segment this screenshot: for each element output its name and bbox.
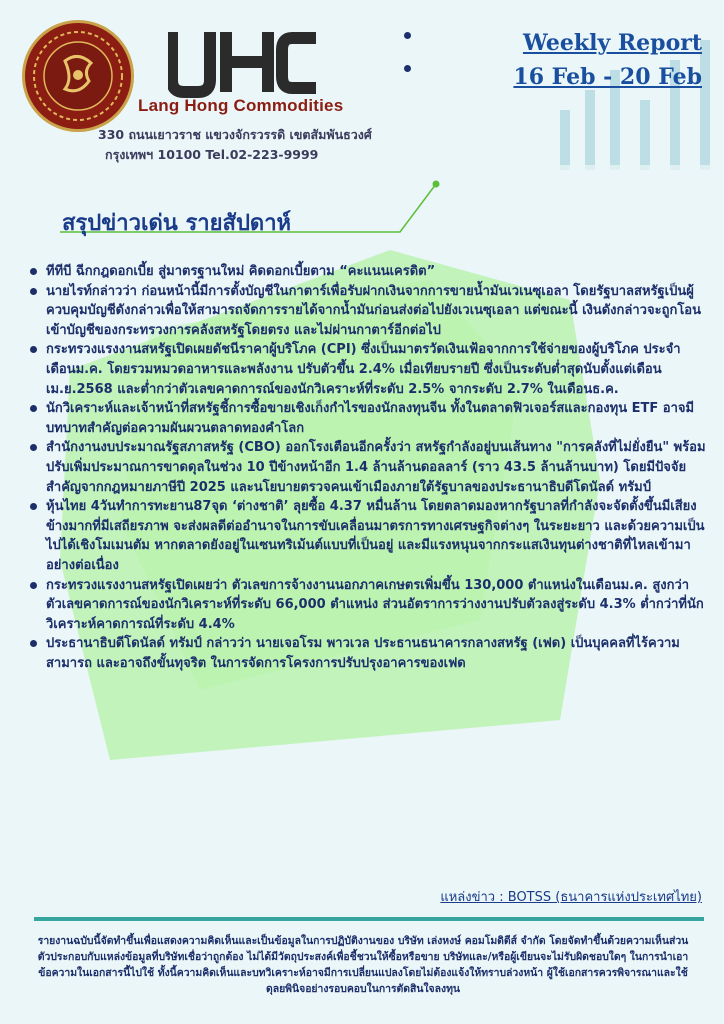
news-text: ประธานาธิบดีโดนัลด์ ทรัมป์ กล่าวว่า นายเจอโรม พาวเวล ประธานธนาคารกลางสหรัฐ (เฟด) เป็นบุคคลที่ไร้ความสามารถ และอาจถึงขั้นทุจริต ในการจัดการโครงการปรับปรุงอาคารของเฟด <box>46 636 680 671</box>
report-title: Weekly Report <box>522 30 702 56</box>
bullet-icon <box>30 405 37 412</box>
news-item <box>28 438 708 497</box>
news-text: กระทรวงแรงงานสหรัฐเปิดเผยดัชนีราคาผู้บริโภค (CPI) ซึ่งเป็นมาตรวัดเงินเฟ้อจากการใช้จ่ายของผู้บริโภค ประจำเดือนม.ค. โดยรวมหมวดอาหารและพลังงาน ปรับตัวขึ้น 2.4% เมื่อเทียบรายปี ซึ่งเป็นระดับต่ำสุดนับตั้งแต่เดือนเม.ย.2568 และต่ำกว่าตัวเลขคาดการณ์ของนักวิเคราะห์ที่ระดับ 2.5% จากระดับ 2.7% ในเดือนธ.ค. <box>46 342 681 397</box>
news-text: หุ้นไทย 4วันทำการทะยาน87จุด ‘ต่างชาติ’ ลุยซื้อ 4.37 หมื่นล้าน โดยตลาดมองหากรัฐบาลที่กำลังจะจัดตั้งขึ้นมีเสียงข้างมากที่มีเสถียรภาพ จะส่งผลดีต่ออำนาจในการขับเคลื่อนมาตรการทางเศรษฐกิจต่างๆ ในระยะยาว และด้วยความเป็นไปได้เชิงโมเมนตัม หากตลาดยังอยู่ในเซนทริเม้นต์แบบที่เป็นอยู่ และมีแรงหนุนจากกระแสเงินทุนต่างชาติที่ไหลเข้ามาอย่างต่อเนื่อง <box>46 499 705 573</box>
news-text: นักวิเคราะห์และเจ้าหน้าที่สหรัฐชี้การซื้อขายเชิงเก็งกำไรของนักลงทุนจีน ทั้งในตลาดฟิวเจอร์สและกองทุน ETF อาจมีบทบาทสำคัญต่อความผันผวนตลาดทองคำโลก <box>46 401 695 436</box>
dot <box>404 32 411 39</box>
news-text: นายไรท์กล่าวว่า ก่อนหน้านี้มีการตั้งบัญชีในกาตาร์เพื่อรับฝากเงินจากการขายน้ำมันเวเนซุเอลา โดยรัฐบาลสหรัฐเป็นผู้ควบคุมบัญชีดังกล่าวเพื่อให้สามารถจัดการรายได้จากน้ำมันก่อนส่งต่อไปยังเวเนซุเอลา แต่ขณะนี้ เงินดังกล่าวจะถูกโอนเข้าบัญชีของกระทรวงการคลังสหรัฐโดยตรง และไม่ผ่านกาตาร์อีกต่อไป <box>46 283 701 338</box>
bullet-icon <box>30 288 37 295</box>
header <box>0 0 724 175</box>
news-source: แหล่งข่าว : BOTSS (ธนาคารแห่งประเทศไทย) <box>440 890 702 905</box>
section-title: สรุปข่าวเด่น รายสัปดาห์ <box>62 211 292 236</box>
news-list <box>28 262 708 673</box>
news-text: สำนักงานงบประมาณรัฐสภาสหรัฐ (CBO) ออกโรงเตือนอีกครั้งว่า สหรัฐกำลังอยู่บนเส้นทาง "การคลังที่ไม่ยั่งยืน" พร้อมปรับเพิ่มประมาณการขาดดุลในช่วง 10 ปีข้างหน้าอีก 1.4 ล้านล้านดอลลาร์ (ราว 43.5 ล้านล้านบาท) โดยมีปัจจัยสำคัญจากกฎหมายภาษีปี 2025 และนโยบายตรวจคนเข้าเมืองภายใต้รัฐบาลของประธานาธิบดีโดนัลด์ ทรัมป์ <box>46 440 706 495</box>
bullet-icon <box>30 444 37 451</box>
news-item <box>28 576 708 635</box>
company-name: Lang Hong Commodities <box>138 96 344 115</box>
bullet-icon <box>30 346 37 353</box>
bullet-icon <box>30 503 37 510</box>
news-item <box>28 340 708 399</box>
dot <box>404 65 411 72</box>
news-text: กระทรวงแรงงานสหรัฐเปิดเผยว่า ตัวเลขการจ้างงานนอกภาคเกษตรเพิ่มขึ้น 130,000 ตำแหน่งในเดือนม.ค. สูงกว่าตัวเลขคาดการณ์ของนักวิเคราะห์ที่ระดับ 66,000 ตำแหน่ง ส่วนอัตราการว่างงานปรับตัวลงสู่ระดับ 4.3% ต่ำกว่าที่นักวิเคราะห์คาดการณ์ที่ระดับ 4.4% <box>46 577 704 632</box>
bullet-icon <box>30 268 37 275</box>
decorative-dots <box>404 32 411 98</box>
news-item <box>28 262 708 282</box>
report-date: 16 Feb - 20 Feb <box>513 64 702 90</box>
news-item <box>28 282 708 341</box>
uhc-logo <box>168 28 318 98</box>
footer-divider <box>34 917 704 921</box>
bullet-icon <box>30 582 37 589</box>
bullet-icon <box>30 640 37 647</box>
address-line-1: 330 ถนนเยาวราช แขวงจักรวรรดิ เขตสัมพันธวงศ์ <box>98 127 372 142</box>
disclaimer: รายงานฉบับนี้จัดทำขึ้นเพื่อแสดงความคิดเห็นและเป็นข้อมูลในการปฏิบัติงานของ บริษัท เล่งหงษ์ คอมโมดิตีส์ จำกัด โดยจัดทำขึ้นด้วยความเห็นส่วนตัวประกอบกับแหล่งข้อมูลที่บริษัทเชื่อว่าถูกต้อง ไม่ได้มีวัตถุประสงค์เพื่อชี้ชวนให้ซื้อหรือขาย บริษัทและ/หรือผู้เขียนจะไม่รับผิดชอบใดๆ ในการนำเอาข้อความในเอกสารนี้ไปใช้ ทั้งนี้ความคิดเห็นและบทวิเคราะห์อาจมีการเปลี่ยนแปลงโดยไม่ต้องแจ้งให้ทราบล่วงหน้า ผู้ใช้เอกสารควรพิจารณาและใช้ดุลยพินิจอย่างรอบคอบในการตัดสินใจลงทุน <box>37 935 689 995</box>
news-item <box>28 634 708 673</box>
address-line-2: กรุงเทพฯ 10100 Tel.02-223-9999 <box>105 147 319 162</box>
news-text: ทีทีบี ฉีกกฎดอกเบี้ย สู่มาตรฐานใหม่ คิดดอกเบี้ยตาม “คะแนนเครดิต” <box>46 264 436 279</box>
news-item <box>28 399 708 438</box>
news-item <box>28 497 708 575</box>
company-seal-logo <box>22 20 134 132</box>
